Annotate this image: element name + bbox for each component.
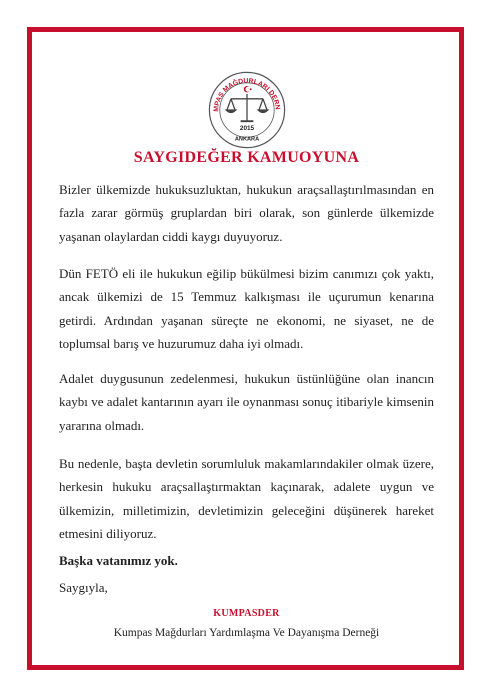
signature-org-short: KUMPASDER [213, 608, 280, 619]
closing-salutation: Saygıyla, [59, 580, 108, 595]
page-title: SAYGIDEĞER KAMUOYUNA [133, 149, 360, 166]
paragraph-4: Bu nedenle, başta devletin sorumluluk makamlarındakiler olmak üzere, herkesin hukuku araçsallaştırmaktan kaçınarak, adalete uygun ve ülkemizin, milletimizin, devletimizin geleceğini düşünerek hareket etmesini diliyoruz. [59, 456, 434, 541]
logo-year: 2015 [239, 125, 255, 132]
closing-statement: Başka vatanımız yok. [59, 553, 178, 568]
paragraph-2: Dün FETÖ eli ile hukukun eğilip bükülmesi bizim canımızı çok yaktı, ancak ülkemizi de 15 Temmuz kalkışması ile uçurumun kenarına getirdi. Ardından yaşanan süreçte ne ekonomi, ne siyaset, ne de toplumsal barış ve huzurumuz daha iyi olmadı. [59, 266, 434, 351]
logo-city: ANKARA [234, 136, 260, 143]
paragraph-1: Bizler ülkemizde hukuksuzluktan, hukukun araçsallaştırılmasından en fazla zarar görmüş gruplardan biri olarak, son günlerde ülkemizde yaşanan olaylardan ciddi kaygı duyuyoruz. [59, 182, 434, 244]
paragraph-3: Adalet duygusunun zedelenmesi, hukukun üstünlüğüne olan inancın kaybı ve adalet kantarının ayarı ile oynanması sonuç itibariyle kimsenin yararına olmadı. [59, 371, 434, 433]
logo-ring-text: MPAS MAĞDURLARI DERN [213, 77, 281, 112]
signature-org-full: Kumpas Mağdurları Yardımlaşma Ve Dayanışma Derneği [113, 627, 380, 639]
association-logo [207, 70, 287, 150]
